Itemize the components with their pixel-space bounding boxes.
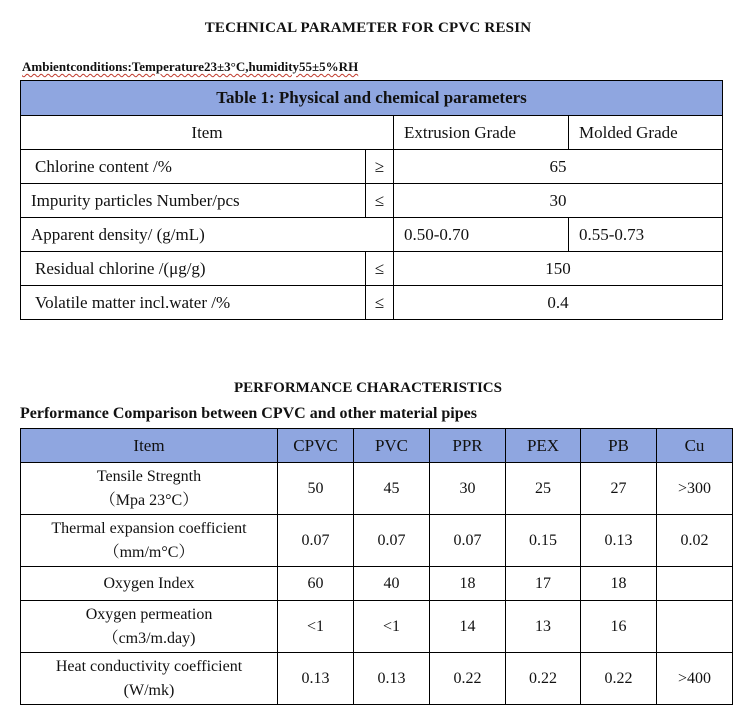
cell-pvc: 0.07 [354, 515, 430, 567]
cell-cu [657, 601, 733, 653]
comparison-symbol: ≤ [366, 252, 394, 286]
cell-pvc: 45 [354, 463, 430, 515]
cell-cu: 0.02 [657, 515, 733, 567]
cell-cpvc: 0.07 [278, 515, 354, 567]
header-ppr: PPR [430, 429, 506, 463]
property-line2: (W/mk) [123, 681, 175, 699]
header-cpvc: CPVC [278, 429, 354, 463]
table-row [21, 184, 723, 218]
header-pvc: PVC [354, 429, 430, 463]
table-row [21, 218, 723, 252]
property-name [21, 601, 278, 653]
param-value: 30 [394, 184, 723, 218]
performance-subtitle: Performance Comparison between CPVC and other material pipes [20, 405, 477, 422]
param-name: Chlorine content /% [21, 150, 366, 184]
cell-cpvc: 0.13 [278, 653, 354, 705]
param-value: 150 [394, 252, 723, 286]
param-name: Residual chlorine /(μg/g) [21, 252, 366, 286]
cell-pex: 0.22 [506, 653, 581, 705]
performance-title: PERFORMANCE CHARACTERISTICS [234, 380, 502, 396]
property-line1: Heat conductivity coefficient [55, 657, 243, 675]
cell-ppr: 0.22 [430, 653, 506, 705]
property-line2: （Mpa 23°C） [99, 491, 199, 509]
document-title: TECHNICAL PARAMETER FOR CPVC RESIN [204, 20, 532, 36]
cell-ppr: 14 [430, 601, 506, 653]
param-name: Apparent density/ (g/mL) [21, 218, 394, 252]
table-row [21, 252, 723, 286]
table-row [21, 653, 733, 705]
property-name [21, 515, 278, 567]
cell-ppr: 30 [430, 463, 506, 515]
cell-ppr: 0.07 [430, 515, 506, 567]
cell-pvc: <1 [354, 601, 430, 653]
property-name [21, 463, 278, 515]
ambient-conditions: Ambientconditions:Temperature23±3°C,humidity55±5%RH [22, 59, 359, 74]
table-row [21, 286, 723, 320]
table1-header-item: Item [21, 116, 394, 150]
comparison-symbol: ≤ [366, 184, 394, 218]
cell-pb: 0.22 [581, 653, 657, 705]
param-value: 0.4 [394, 286, 723, 320]
param-name [21, 184, 366, 218]
property-line2: （cm3/m.day) [102, 629, 196, 647]
table1-header-molded: Molded Grade [569, 116, 723, 150]
cell-ppr: 18 [430, 567, 506, 601]
extrusion-value: 0.50-0.70 [394, 218, 569, 252]
performance-comparison-table [20, 428, 733, 705]
property-line2: （mm/m°C） [103, 543, 195, 561]
table-row [21, 463, 733, 515]
cell-pvc: 0.13 [354, 653, 430, 705]
comparison-symbol: ≤ [366, 286, 394, 320]
physical-chemical-table [20, 80, 723, 320]
property-line1: Oxygen permeation [85, 605, 213, 623]
property-line1: Thermal expansion coefficient [51, 519, 247, 537]
cell-pex: 17 [506, 567, 581, 601]
cell-pb: 16 [581, 601, 657, 653]
table1-caption: Table 1: Physical and chemical parameters [21, 81, 723, 116]
cell-pex: 13 [506, 601, 581, 653]
param-value: 65 [394, 150, 723, 184]
cell-pb: 27 [581, 463, 657, 515]
table1-header-extrusion: Extrusion Grade [394, 116, 569, 150]
cell-pb: 0.13 [581, 515, 657, 567]
param-name: Volatile matter incl.water /% [21, 286, 366, 320]
cell-pb: 18 [581, 567, 657, 601]
param-name-text: Impurity particles Number/pcs [31, 190, 240, 210]
cell-cu: >400 [657, 653, 733, 705]
header-pb: PB [581, 429, 657, 463]
cell-pvc: 40 [354, 567, 430, 601]
cell-cpvc: <1 [278, 601, 354, 653]
cell-cu [657, 567, 733, 601]
header-pex: PEX [506, 429, 581, 463]
property-line1: Tensile Stregnth [96, 467, 202, 485]
cell-cu: >300 [657, 463, 733, 515]
table-row [21, 515, 733, 567]
molded-value: 0.55-0.73 [569, 218, 723, 252]
property-name [21, 653, 278, 705]
property-name: Oxygen Index [21, 567, 278, 601]
cell-cpvc: 60 [278, 567, 354, 601]
header-item: Item [21, 429, 278, 463]
table-row [21, 150, 723, 184]
table-row [21, 567, 733, 601]
cell-pex: 25 [506, 463, 581, 515]
cell-pex: 0.15 [506, 515, 581, 567]
cell-cpvc: 50 [278, 463, 354, 515]
header-cu: Cu [657, 429, 733, 463]
table-row [21, 601, 733, 653]
comparison-symbol: ≥ [366, 150, 394, 184]
